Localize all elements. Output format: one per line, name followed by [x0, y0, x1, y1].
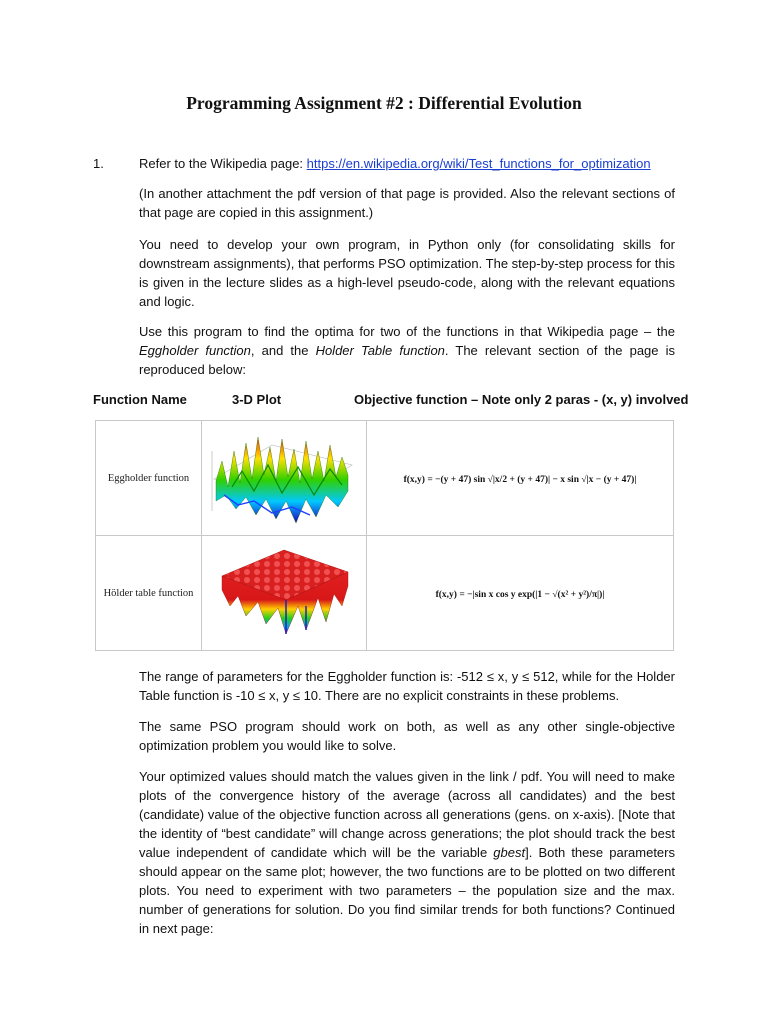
- column-header-function-name: Function Name: [93, 392, 187, 407]
- use-program-text-c: . The relevant section of the page is reproduced below:: [139, 343, 675, 377]
- function-name-holder-table: Hölder table function: [96, 536, 202, 651]
- use-program-text-b: , and the: [250, 343, 316, 358]
- optimized-values-text-b: ]. Both these parameters should appear on the same plot; however, the two functions are to be plotted on two different plots. You need to experiment with two parameters – the population size and the max. number of generations for solution. Do you find similar trends for both functions? Continued in next page:: [139, 845, 675, 936]
- paragraph-reference: [139, 154, 675, 173]
- reference-prefix: Refer to the Wikipedia page:: [139, 156, 307, 171]
- function-name-eggholder: Eggholder function: [96, 421, 202, 536]
- paragraph-use-program: [139, 322, 675, 379]
- table-row-eggholder: [96, 421, 674, 536]
- holder-table-term: Holder Table function: [315, 343, 445, 358]
- optimized-values-text-a: Your optimized values should match the values given in the link / pdf. You will need to make plots of the convergence history of the average (across all candidates) and the best (candidate) value of the objective function across all generations (gens. on x-axis). [Note that the identity of “best candidate” will change across generations; the plot should track the best value independent of candidate which will be the variable: [139, 769, 675, 860]
- formula-cell-eggholder: [367, 421, 674, 536]
- holder-table-3d-plot: [202, 536, 366, 650]
- use-program-text-a: Use this program to find the optima for two of the functions in that Wikipedia page – the: [139, 324, 675, 339]
- eggholder-formula: f(x,y) = −(y + 47) sin √|x/2 + (y + 47)| − x sin √|x − (y + 47)|: [403, 475, 637, 485]
- function-table: [95, 420, 674, 651]
- gbest-term: gbest: [493, 845, 526, 860]
- paragraph-develop-program: You need to develop your own program, in Python only (for consolidating skills for downstream assignments), that performs PSO optimization. The step-by-step process for this is given in the lecture slides as a high-level pseudo-code, along with the relevant equations and logic.: [139, 237, 675, 309]
- item-number: 1.: [93, 156, 104, 171]
- column-header-objective-function: Objective function – Note only 2 paras - (x, y) involved: [354, 392, 689, 407]
- document-title: Programming Assignment #2 : Differential Evolution: [186, 93, 582, 113]
- eggholder-3d-plot: [202, 421, 366, 535]
- eggholder-term: Eggholder function: [139, 343, 251, 358]
- paragraph-parameter-range: The range of parameters for the Eggholder function is: -512 ≤ x, y ≤ 512, while for the Holder Table function is -10 ≤ x, y ≤ 10. There are no explicit constraints in these problems.: [139, 669, 675, 703]
- holder-table-formula: f(x,y) = −|sin x cos y exp(|1 − √(x² + y²)/π|)|: [435, 590, 605, 600]
- plot-cell-eggholder: [202, 421, 367, 536]
- table-row-holder-table: [96, 536, 674, 651]
- column-header-3d-plot: 3-D Plot: [232, 392, 282, 407]
- paragraph-attachment-note: (In another attachment the pdf version of that page is provided. Also the relevant sections of that page are copied in this assignment.): [139, 186, 675, 220]
- plot-cell-holder-table: [202, 536, 367, 651]
- paragraph-optimized-values: [139, 767, 675, 938]
- wikipedia-link[interactable]: https://en.wikipedia.org/wiki/Test_functions_for_optimization: [306, 156, 651, 171]
- formula-cell-holder-table: [367, 536, 674, 651]
- paragraph-same-program: The same PSO program should work on both, as well as any other single-objective optimization problem you would like to solve.: [139, 719, 675, 753]
